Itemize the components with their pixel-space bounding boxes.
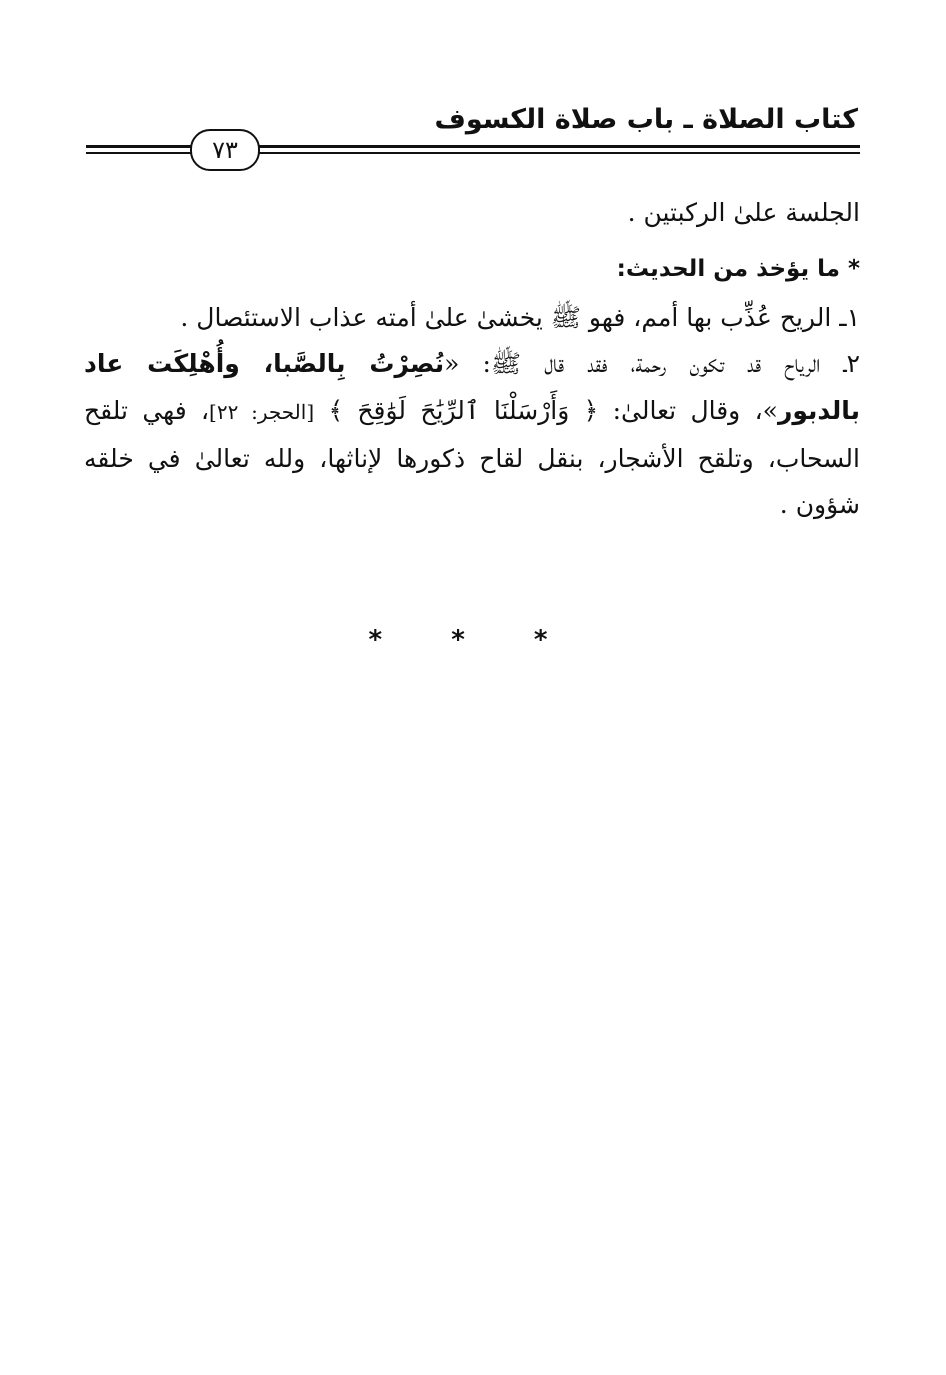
body-line: ١ـ الريح عُذِّب بها أمم، فهو ﷺ يخشىٰ علىٰ أمته عذاب الاستئصال . xyxy=(180,303,860,332)
header-rule xyxy=(256,145,860,148)
hadith-text: نُصِرْتُ بِالصَّبا، وأُهْلِكَت عاد xyxy=(84,349,445,378)
quran-reference: [الحجر: ٢٢] xyxy=(209,400,315,424)
page-number: ٧٣ xyxy=(190,129,260,171)
body-line: السحاب، وتلقح الأشجار، بنقل لقاح ذكورها لإناثها، ولله تعالىٰ في خلقه xyxy=(84,444,860,473)
header-rule xyxy=(86,145,191,148)
body-line xyxy=(84,396,860,425)
section-heading: * ما يؤخذ من الحديث: xyxy=(616,256,860,282)
text-span: ، فهي تلقح xyxy=(84,396,210,425)
section-ornament: * * * xyxy=(368,625,578,655)
running-title: كتاب الصلاة ـ باب صلاة الكسوف xyxy=(434,104,858,135)
hadith-text: بالدبور xyxy=(777,396,860,425)
body-line: شؤون . xyxy=(779,490,860,519)
body-line xyxy=(84,348,860,385)
text-span: »، وقال تعالىٰ: ﴿ وَأَرْسَلْنَا ٱلرِّيَٰحَ لَوَٰقِحَ ﴾ xyxy=(314,396,778,425)
text-span: ٢ـ الرياح قد تكون رحمة، فقد قال ﷺ: « xyxy=(444,349,860,378)
header-rule xyxy=(86,152,191,154)
body-line: الجلسة علىٰ الركبتين . xyxy=(627,198,860,227)
header-rule xyxy=(256,152,860,154)
